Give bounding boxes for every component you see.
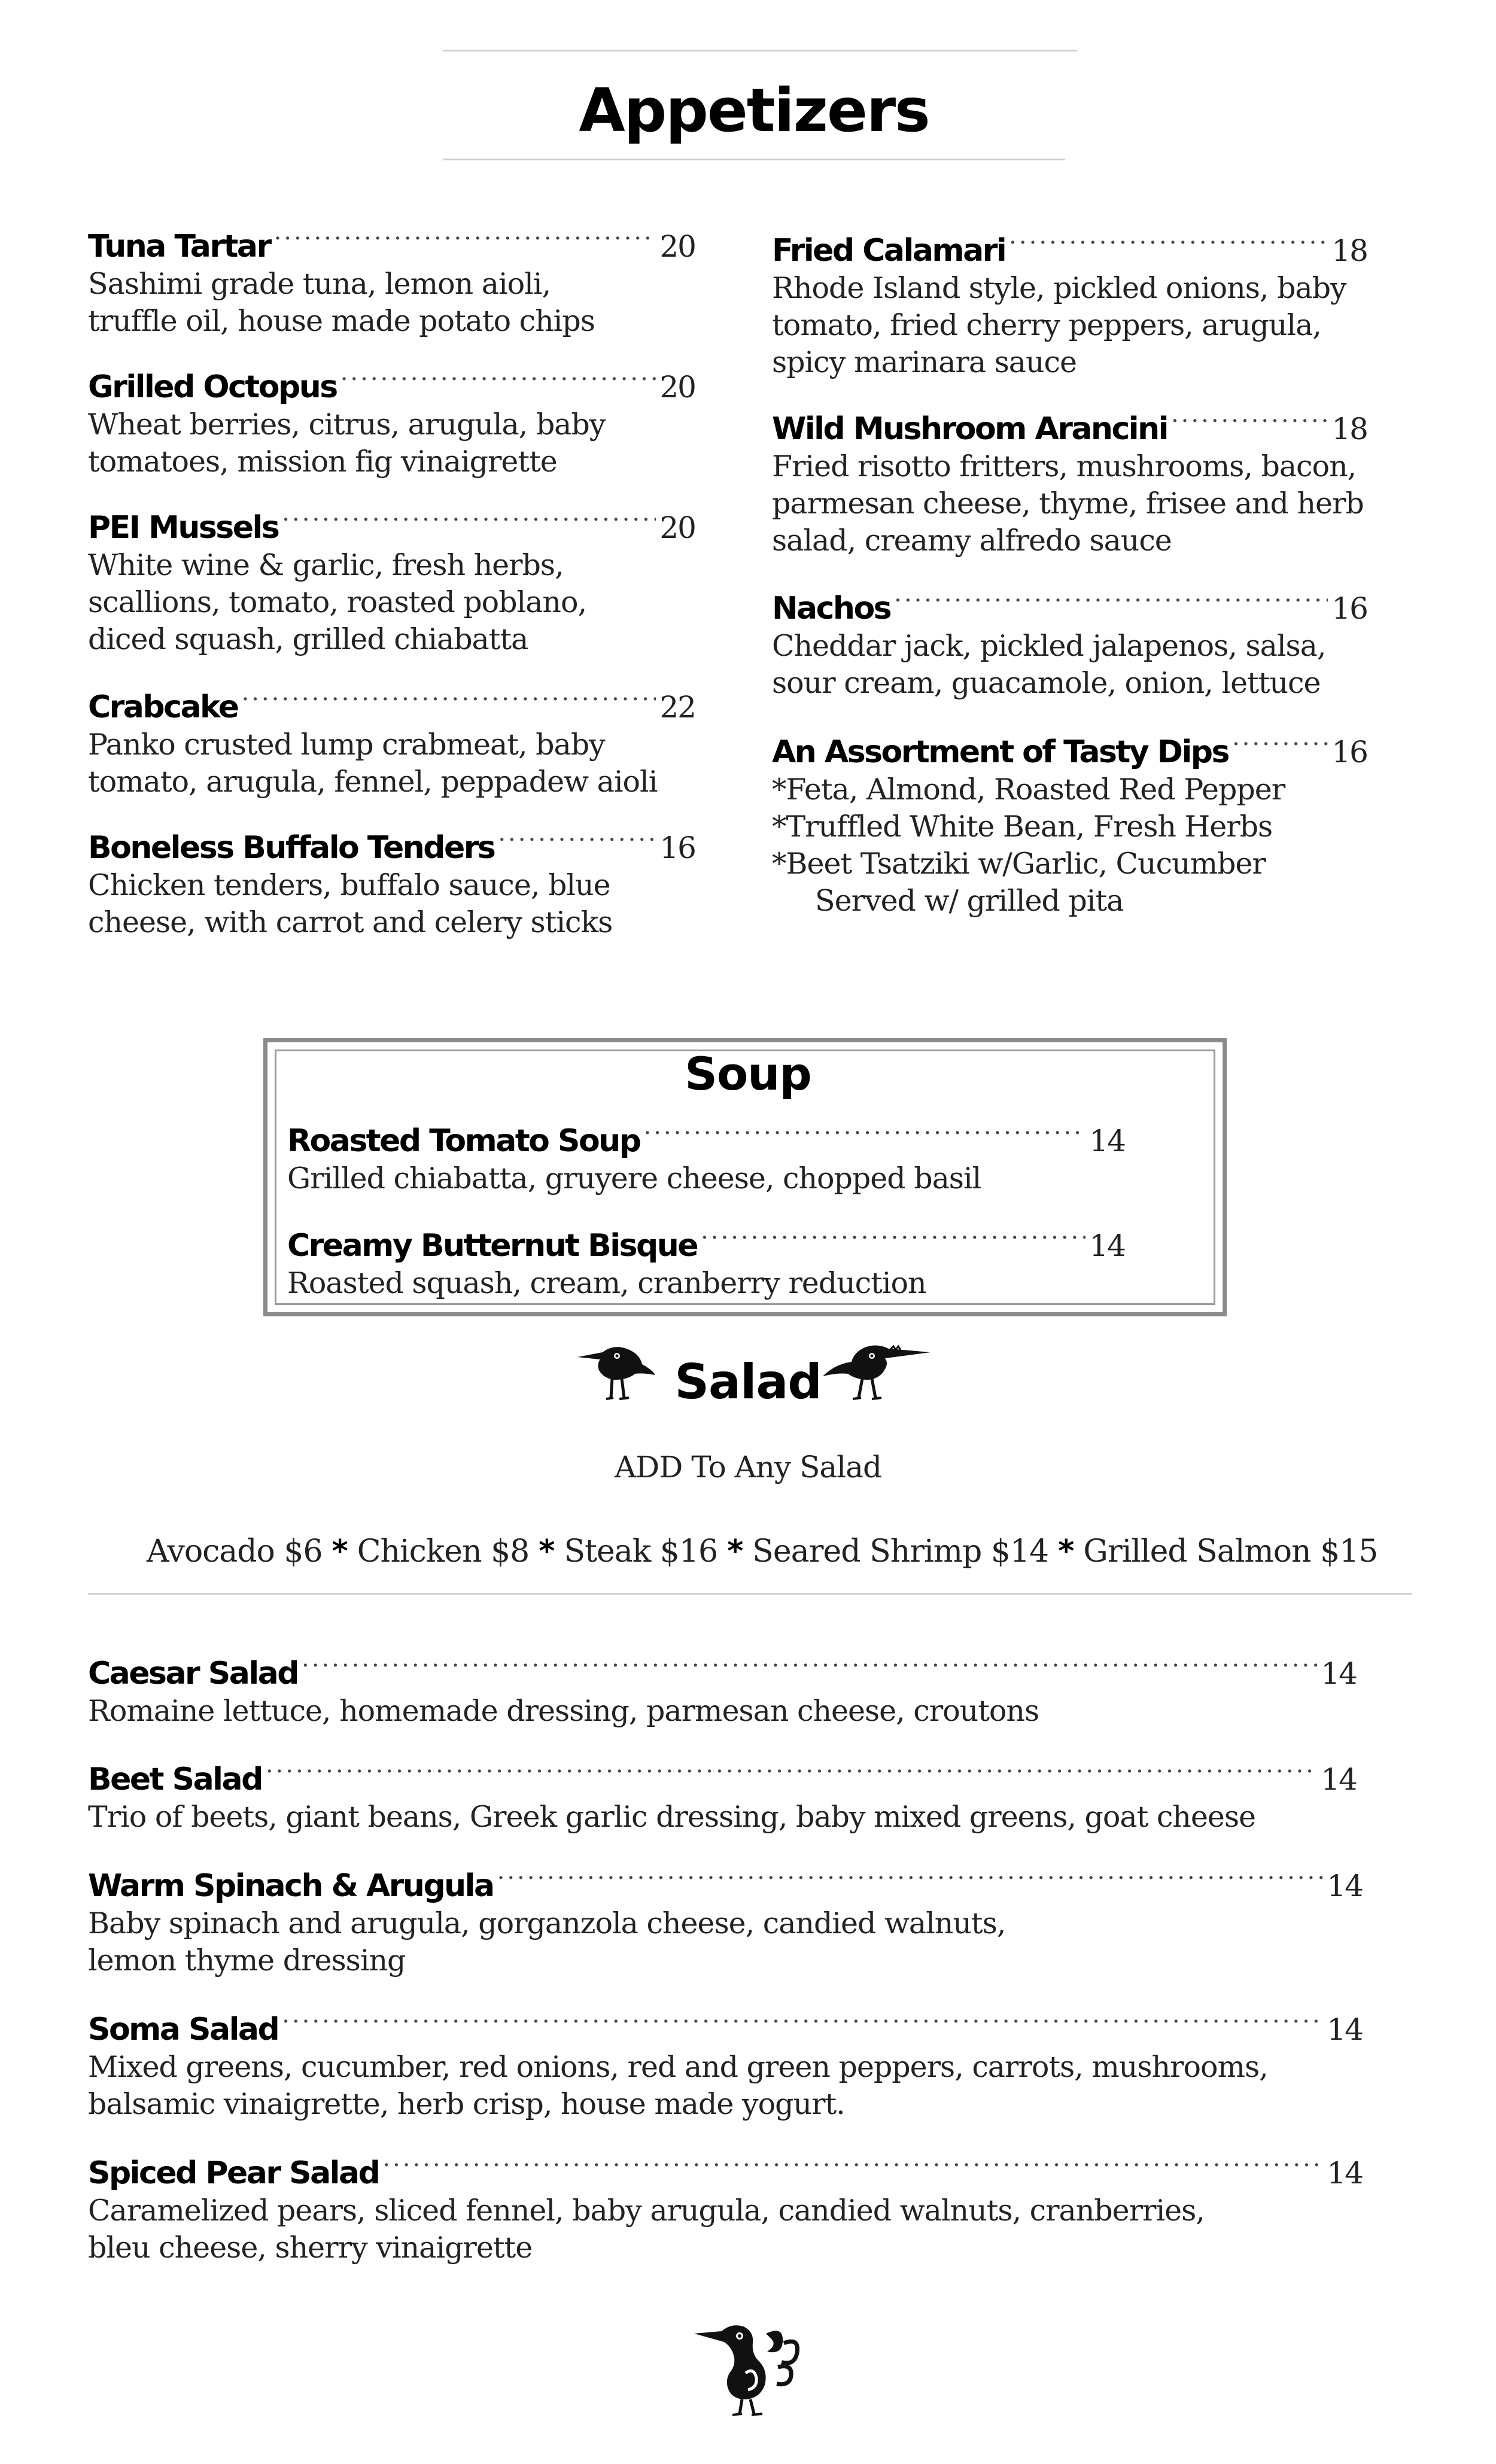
item-description: Caramelized pears, sliced fennel, baby arugula, candied walnuts, cranberries, bleu cheese, sherry vinaigrette — [88, 2194, 1205, 2265]
leader-dots — [894, 580, 1328, 619]
addon-grilled-salmon: Grilled Salmon $15 — [1083, 1534, 1378, 1569]
item-name: Grilled Octopus — [88, 369, 337, 405]
addon-steak: Steak $16 — [564, 1534, 718, 1569]
leader-dots — [242, 679, 656, 717]
leader-dots — [498, 820, 656, 858]
leader-dots — [282, 500, 656, 538]
item-name: Spiced Pear Salad — [88, 2155, 379, 2191]
appetizers-rule — [443, 159, 1065, 160]
item-name: Beet Salad — [88, 1762, 262, 1797]
item-name: Roasted Tomato Soup — [287, 1123, 640, 1159]
item-price: 14 — [1327, 1869, 1363, 1903]
item-description: Sashimi grade tuna, lemon aioli, truffle oil, house made potato chips — [88, 267, 595, 338]
addon-avocado: Avocado $6 — [147, 1534, 323, 1569]
item-name: Tuna Tartar — [88, 229, 270, 264]
item-price: 16 — [1331, 735, 1367, 769]
item-description: Chicken tenders, buffalo sauce, blue cheese, with carrot and celery sticks — [88, 868, 613, 939]
item-price: 22 — [659, 690, 695, 725]
leader-dots — [302, 1645, 1317, 1684]
item-name: An Assortment of Tasty Dips — [772, 734, 1229, 770]
item-description: Fried risotto fritters, mushrooms, bacon, parmesan cheese, thyme, frisee and herb salad, creamy alfredo sauce — [772, 449, 1364, 558]
item-name: PEI Mussels — [88, 510, 279, 546]
bird-left-icon — [577, 1340, 655, 1406]
separator-star: * — [727, 1534, 743, 1569]
item-name: Nachos — [772, 591, 891, 626]
item-price: 14 — [1327, 2012, 1363, 2047]
leader-dots — [1171, 401, 1328, 439]
item-description: Romaine lettuce, homemade dressing, parmesan cheese, croutons — [88, 1694, 1039, 1728]
menu-item — [772, 724, 1367, 920]
item-price: 14 — [1327, 2156, 1363, 2191]
leader-dots — [340, 359, 656, 397]
item-price: 18 — [1331, 233, 1367, 268]
menu-item — [88, 2145, 1363, 2267]
item-description: *Feta, Almond, Roasted Red Pepper *Truffled White Bean, Fresh Herbs *Beet Tsatziki w/Garlic, Cucumber — [772, 772, 1285, 881]
menu-item — [88, 1858, 1363, 1979]
item-note: Served w/ grilled pita — [815, 884, 1124, 918]
item-name: Soma Salad — [88, 2012, 279, 2048]
item-price: 18 — [1331, 412, 1367, 446]
item-price: 20 — [659, 510, 695, 545]
leader-dots — [1232, 724, 1328, 762]
item-name: Fried Calamari — [772, 233, 1006, 269]
item-description: Panko crusted lump crabmeat, baby tomato, arugula, fennel, peppadew aioli — [88, 728, 658, 799]
menu-item — [88, 679, 695, 801]
menu-item — [772, 223, 1367, 381]
item-description: White wine & garlic, fresh herbs, scallions, tomato, roasted poblano, diced squash, grilled chiabatta — [88, 548, 587, 656]
addon-chicken: Chicken $8 — [357, 1534, 530, 1569]
top-rule — [443, 50, 1077, 51]
leader-dots — [701, 1218, 1085, 1256]
salad-addons — [147, 1532, 1378, 1571]
item-name: Warm Spinach & Arugula — [88, 1868, 494, 1904]
item-price: 14 — [1321, 1656, 1357, 1691]
item-description: Mixed greens, cucumber, red onions, red and green peppers, carrots, mushrooms, balsamic vinaigrette, herb crisp, house made yogurt. — [88, 2050, 1268, 2121]
menu-item — [88, 500, 695, 658]
menu-item — [772, 580, 1367, 702]
salad-title: Salad — [674, 1354, 822, 1410]
menu-item — [88, 359, 695, 480]
item-description: Rhode Island style, pickled onions, baby tomato, fried cherry peppers, arugula, spicy marinara sauce — [772, 271, 1346, 379]
leader-dots — [643, 1113, 1085, 1151]
leader-dots — [266, 1751, 1318, 1790]
item-price: 16 — [659, 831, 695, 865]
menu-item — [772, 401, 1367, 559]
leader-dots — [1009, 223, 1328, 261]
item-description: Cheddar jack, pickled jalapenos, salsa, sour cream, guacamole, onion, lettuce — [772, 629, 1326, 700]
menu-item — [88, 1645, 1357, 1730]
item-name: Boneless Buffalo Tenders — [88, 830, 495, 866]
leader-dots — [282, 2001, 1323, 2040]
item-name: Wild Mushroom Arancini — [772, 411, 1167, 447]
item-description: Trio of beets, giant beans, Greek garlic dressing, baby mixed greens, goat cheese — [88, 1800, 1255, 1834]
soup-title: Soup — [685, 1047, 811, 1100]
item-name: Creamy Butternut Bisque — [287, 1228, 698, 1264]
separator-star: * — [1058, 1534, 1074, 1569]
leader-dots — [497, 1858, 1324, 1896]
separator-star: * — [539, 1534, 555, 1569]
addon-seared-shrimp: Seared Shrimp $14 — [752, 1534, 1049, 1569]
item-name: Caesar Salad — [88, 1656, 298, 1692]
appetizers-title: Appetizers — [579, 75, 929, 145]
leader-dots — [382, 2145, 1323, 2183]
item-price: 14 — [1321, 1762, 1357, 1797]
menu-item — [88, 1751, 1357, 1836]
item-price: 20 — [659, 229, 695, 264]
item-price: 16 — [1331, 591, 1367, 626]
menu-item — [88, 218, 695, 340]
menu-item — [88, 2001, 1363, 2123]
item-name: Crabcake — [88, 689, 238, 725]
bird-logo-icon — [694, 2316, 814, 2417]
item-price: 14 — [1089, 1124, 1125, 1158]
leader-dots — [274, 218, 656, 257]
item-description: Baby spinach and arugula, gorganzola cheese, candied walnuts, lemon thyme dressing — [88, 1906, 1006, 1978]
menu-item — [287, 1218, 1125, 1302]
salad-rule — [88, 1593, 1412, 1595]
menu-item — [88, 820, 695, 941]
bird-right-icon — [823, 1340, 931, 1406]
item-price: 20 — [659, 370, 695, 404]
item-description: Grilled chiabatta, gruyere cheese, chopped basil — [287, 1161, 981, 1196]
item-description: Roasted squash, cream, cranberry reduction — [287, 1266, 926, 1300]
item-price: 14 — [1089, 1228, 1125, 1263]
item-description: Wheat berries, citrus, arugula, baby tomatoes, mission fig vinaigrette — [88, 407, 606, 479]
add-to-salad-heading: ADD To Any Salad — [615, 1450, 881, 1485]
menu-item — [287, 1113, 1125, 1197]
separator-star: * — [332, 1534, 348, 1569]
